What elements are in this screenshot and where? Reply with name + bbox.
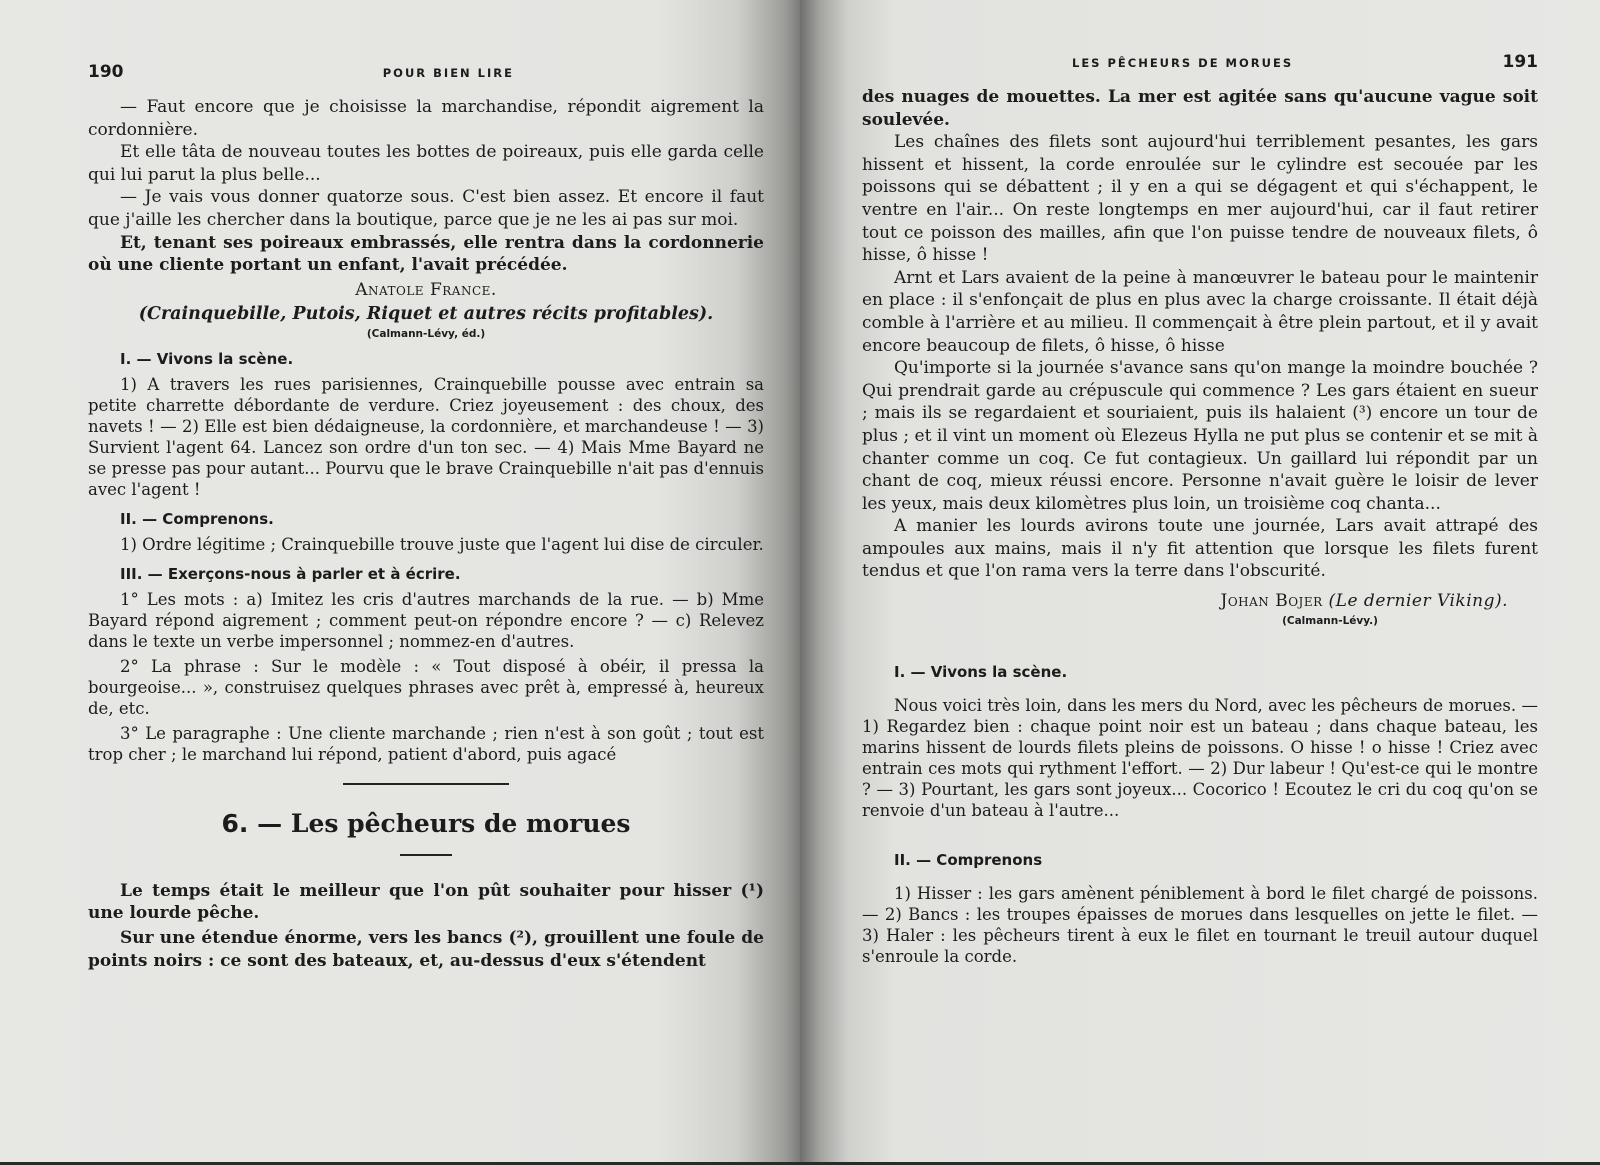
paragraph: des nuages de mouettes. La mer est agitée sans qu'aucune vague soit soulevée. bbox=[862, 87, 1538, 130]
section-heading: II. — Comprenons. bbox=[120, 509, 274, 528]
running-title-left: POUR BIEN LIRE bbox=[382, 66, 514, 80]
section-heading: I. — Vivons la scène. bbox=[894, 663, 1068, 682]
paragraph: A manier les lourds avirons toute une journée, Lars avait attrapé des ampoules aux mains, mais il n'y fit attention que lorsque les filets furent tendus et que l'on rama vers la terre dans l'obscurité. bbox=[862, 516, 1538, 582]
chapter-divider bbox=[343, 783, 509, 785]
publisher-note: (Calmann-Lévy.) bbox=[1282, 615, 1378, 628]
exercise-item: 1° Les mots : a) Imitez les cris d'autres marchands de la rue. — b) Mme Bayard répond aigrement ; comment peut-on répondre encore ? — c) Relevez dans le texte un verbe impersonnel ; nommez-en d'autres. bbox=[88, 589, 764, 651]
publisher-note: (Calmann-Lévy, éd.) bbox=[366, 327, 486, 340]
right-running-head bbox=[862, 52, 1538, 72]
chapter-title bbox=[88, 809, 764, 838]
running-title-right: LES PÊCHEURS DE MORUES bbox=[1072, 56, 1294, 70]
section-heading: III. — Exerçons-nous à parler et à écrire. bbox=[120, 564, 461, 583]
page-number-right: 191 bbox=[1502, 52, 1538, 72]
exercise-item: 3° Le paragraphe : Une cliente marchande ; rien n'est à son goût ; tout est trop cher ; le marchand lui répond, patient d'abord, puis agacé bbox=[88, 723, 764, 764]
left-page bbox=[0, 0, 800, 1162]
paragraph: Qu'importe si la journée s'avance sans qu'on mange la moindre bouchée ? Qui prendrait garde au crépuscule qui commence ? Les gars étaient en sueur ; mais ils se regardaient et souriaient, puis ils halaient (³) encore un tour de plus ; et il vint un moment où Elezeus Hylla ne put plus se contenir et se mit à chanter comme un coq. Ce fut contagieux. Un gaillard lui répondit par un chant de coq, mieux réussi encore. Personne n'avait guère le loisir de lever les yeux, mais deux kilomètres plus loin, un troisième coq chanta... bbox=[862, 358, 1538, 514]
exercise-text: Nous voici très loin, dans les mers du Nord, avec les pêcheurs de morues. — 1) Regardez bien : chaque point noir est un bateau ; dans chaque bateau, les marins hissent de lourds filets pleins de poissons. O hisse ! o hisse ! Criez avec entrain ces mots qui rythment l'effort. — 2) Dur labeur ! Qu'est-ce qui le montre ? — 3) Pourtant, les gars sont joyeux... Cocorico ! Ecoutez le cri du coq qu'on se renvoie d'un bateau à l'autre... bbox=[862, 696, 1538, 821]
exercise-text: 1) Ordre légitime ; Crainquebille trouve juste que l'agent lui dise de circuler. bbox=[120, 534, 764, 554]
section-heading: I. — Vivons la scène. bbox=[120, 349, 294, 368]
left-running-head bbox=[88, 62, 764, 82]
paragraph: Le temps était le meilleur que l'on pût souhaiter pour hisser (¹) une lourde pêche. bbox=[88, 880, 764, 924]
chapter-name: Les pêcheurs de morues bbox=[290, 808, 631, 838]
exercise-item: 2° La phrase : Sur le modèle : « Tout disposé à obéir, il pressa la bourgeoise... », construisez quelques phrases avec prêt à, empressé à, heureux de, etc. bbox=[88, 656, 764, 718]
paragraph: Sur une étendue énorme, vers les bancs (²), grouillent une foule de points noirs : ce sont des bateaux, et, au-dessus d'eux s'étendent bbox=[88, 927, 764, 971]
section-heading: II. — Comprenons bbox=[894, 851, 1043, 870]
right-page bbox=[800, 0, 1600, 1162]
chapter-dash: — bbox=[257, 808, 283, 838]
paragraph: Arnt et Lars avaient de la peine à manœuvrer le bateau pour le maintenir en place : il s'enfonçait de plus en plus avec la charge croissante. Il était déjà comble à l'arrière et au milieu. Il commençait à être plein partout, et il y avait encore beaucoup de filets, ô hisse, ô hisse bbox=[862, 267, 1538, 356]
author-name: Johan Bojer bbox=[1220, 591, 1323, 612]
chapter-divider-short bbox=[400, 854, 452, 856]
paragraph: — Je vais vous donner quatorze sous. C'est bien assez. Et encore il faut que j'aille les chercher dans la boutique, parce que je ne les ai pas sur moi. bbox=[88, 187, 764, 230]
author-johan-bojer bbox=[862, 591, 1508, 611]
paragraph: Et, tenant ses poireaux embrassés, elle rentra dans la cordonnerie où une cliente portant un enfant, l'avait précédée. bbox=[88, 232, 764, 276]
chapter-number: 6. bbox=[221, 808, 249, 838]
source-title: (Crainquebille, Putois, Riquet et autres récits profitables). bbox=[138, 303, 714, 324]
paragraph: Les chaînes des filets sont aujourd'hui terriblement pesantes, les gars hissent et hissent, la corde enroulée sur le cylindre est secouée par les poissons qui se débattent ; il y en a qui se dégagent et qui s'échappent, le ventre en l'air... On reste longtemps en mer aujourd'hui, car il faut retirer tout ce poisson des mailles, afin que l'on puisse tendre de nouveaux filets, ô hisse, ô hisse ! bbox=[862, 132, 1538, 266]
exercise-text: 1) Hisser : les gars amènent péniblement à bord le filet chargé de poissons. — 2) Bancs : les troupes épaisses de morues dans lesquelles on jette le filet. — 3) Haler : les pêcheurs tirent à eux le filet en tournant le treuil autour duquel s'enroule la corde. bbox=[862, 884, 1538, 967]
author-anatole-france: Anatole France. bbox=[355, 279, 497, 300]
page-number-left: 190 bbox=[88, 62, 124, 82]
source-title: (Le dernier Viking). bbox=[1328, 591, 1508, 612]
paragraph: Et elle tâta de nouveau toutes les bottes de poireaux, puis elle garda celle qui lui parut la plus belle... bbox=[88, 142, 764, 185]
exercise-text: 1) A travers les rues parisiennes, Crainquebille pousse avec entrain sa petite charrette débordante de verdure. Criez joyeusement : des choux, des navets ! — 2) Elle est bien dédaigneuse, la cordonnière, et marchandeuse ! — 3) Survient l'agent 64. Lancez son ordre d'un ton sec. — 4) Mais Mme Bayard ne se presse pas pour autant... Pourvu que le brave Crainquebille n'ait pas d'ennuis avec l'agent ! bbox=[88, 374, 764, 499]
paragraph: — Faut encore que je choisisse la marchandise, répondit aigrement la cordonnière. bbox=[88, 97, 764, 140]
